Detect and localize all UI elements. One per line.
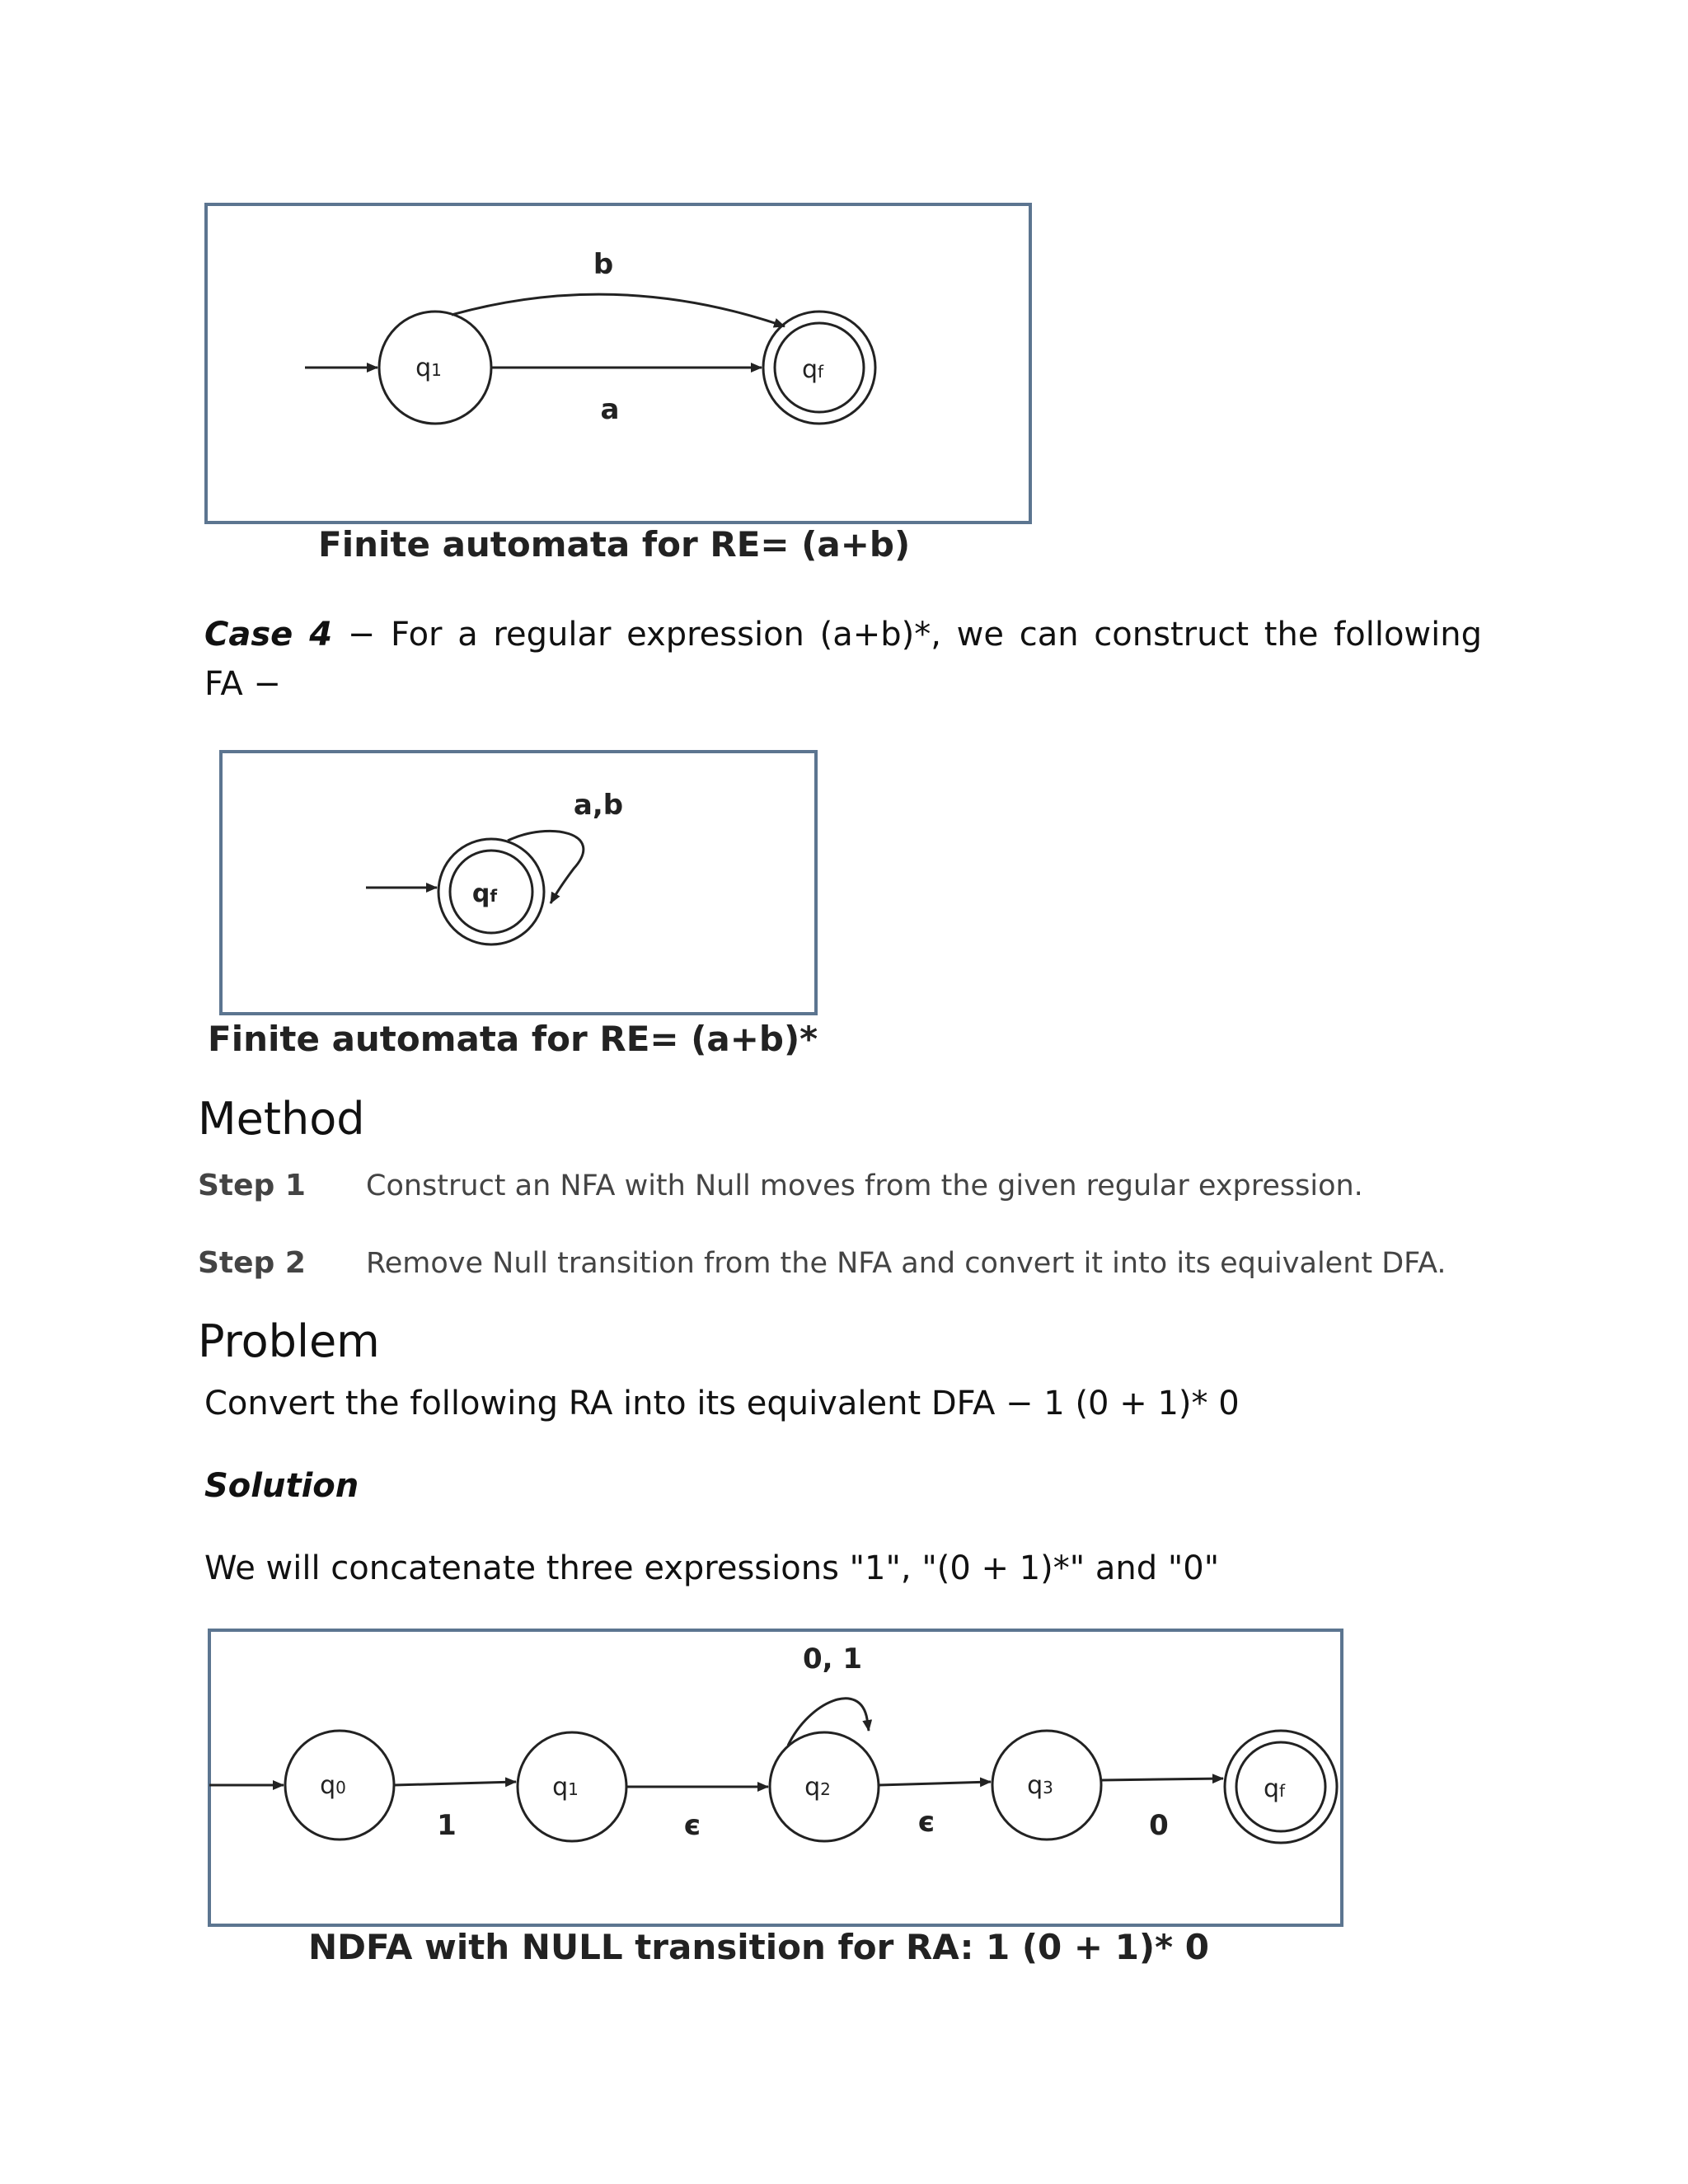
method-heading: Method (198, 1093, 365, 1145)
self-loop-q2-label: 0, 1 (802, 1643, 863, 1675)
figure-2-caption: Finite automata for RE= (a+b)* (208, 1019, 818, 1059)
state-q0-label: q (320, 1771, 336, 1800)
edge-q2-q3-label: є (917, 1806, 935, 1839)
case-4-text-line2: FA − (204, 665, 281, 703)
self-loop-label: a,b (573, 789, 624, 822)
step-1-text: Construct an NFA with Null moves from the given regular expression. (366, 1169, 1363, 1202)
figure-1-caption: Finite automata for RE= (a+b) (318, 524, 911, 565)
figure-2-diagram (219, 750, 818, 1015)
state-q3-sub: 3 (1043, 1778, 1053, 1797)
state-qf-label: q (801, 355, 818, 384)
state-qf-sub: f (818, 362, 824, 382)
figure-3-diagram (208, 1629, 1343, 1927)
case-4-text-line1: − For a regular expression (a+b)*, we can construct the following (332, 616, 1482, 654)
step-2-key: Step 2 (198, 1246, 306, 1280)
solution-text: We will concatenate three expressions "1", "(0 + 1)*" and "0" (204, 1549, 1220, 1587)
edge-q1-q2-label: є (683, 1809, 701, 1842)
state-q1-sub: 1 (431, 360, 442, 380)
state-q1-label: q (552, 1773, 569, 1802)
case-4-paragraph (204, 610, 1482, 709)
state-q2-label: q (804, 1773, 821, 1802)
state-qf-sub: f (1279, 1781, 1286, 1801)
state-qf-label: q (471, 879, 490, 908)
edge-q2-q3 (879, 1782, 991, 1785)
edge-q3-qf (1101, 1779, 1223, 1780)
edge-b (452, 294, 785, 326)
case-4-label: Case 4 (204, 616, 333, 654)
state-qf-sub: f (490, 886, 498, 906)
edge-q0-q1 (394, 1782, 516, 1785)
figure-3-caption: NDFA with NULL transition for RA: 1 (0 + 1)* 0 (308, 1927, 1209, 1967)
edge-b-label: b (593, 248, 614, 281)
problem-heading: Problem (198, 1315, 380, 1367)
state-q1-sub: 1 (568, 1779, 579, 1799)
step-2-text: Remove Null transition from the NFA and convert it into its equivalent DFA. (366, 1247, 1447, 1280)
state-q1-label: q (415, 354, 432, 382)
state-q3-label: q (1027, 1771, 1043, 1800)
edge-q0-q1-label: 1 (437, 1809, 457, 1842)
solution-label: Solution (204, 1467, 359, 1505)
step-1-key: Step 1 (198, 1169, 306, 1202)
edge-a-label: a (600, 393, 620, 426)
state-q2-sub: 2 (820, 1779, 831, 1799)
figure-1-diagram (204, 203, 1032, 524)
state-qf-label: q (1263, 1774, 1279, 1803)
edge-q3-qf-label: 0 (1149, 1809, 1169, 1842)
state-q0-sub: 0 (335, 1778, 346, 1797)
problem-statement: Convert the following RA into its equivalent DFA − 1 (0 + 1)* 0 (204, 1385, 1240, 1422)
